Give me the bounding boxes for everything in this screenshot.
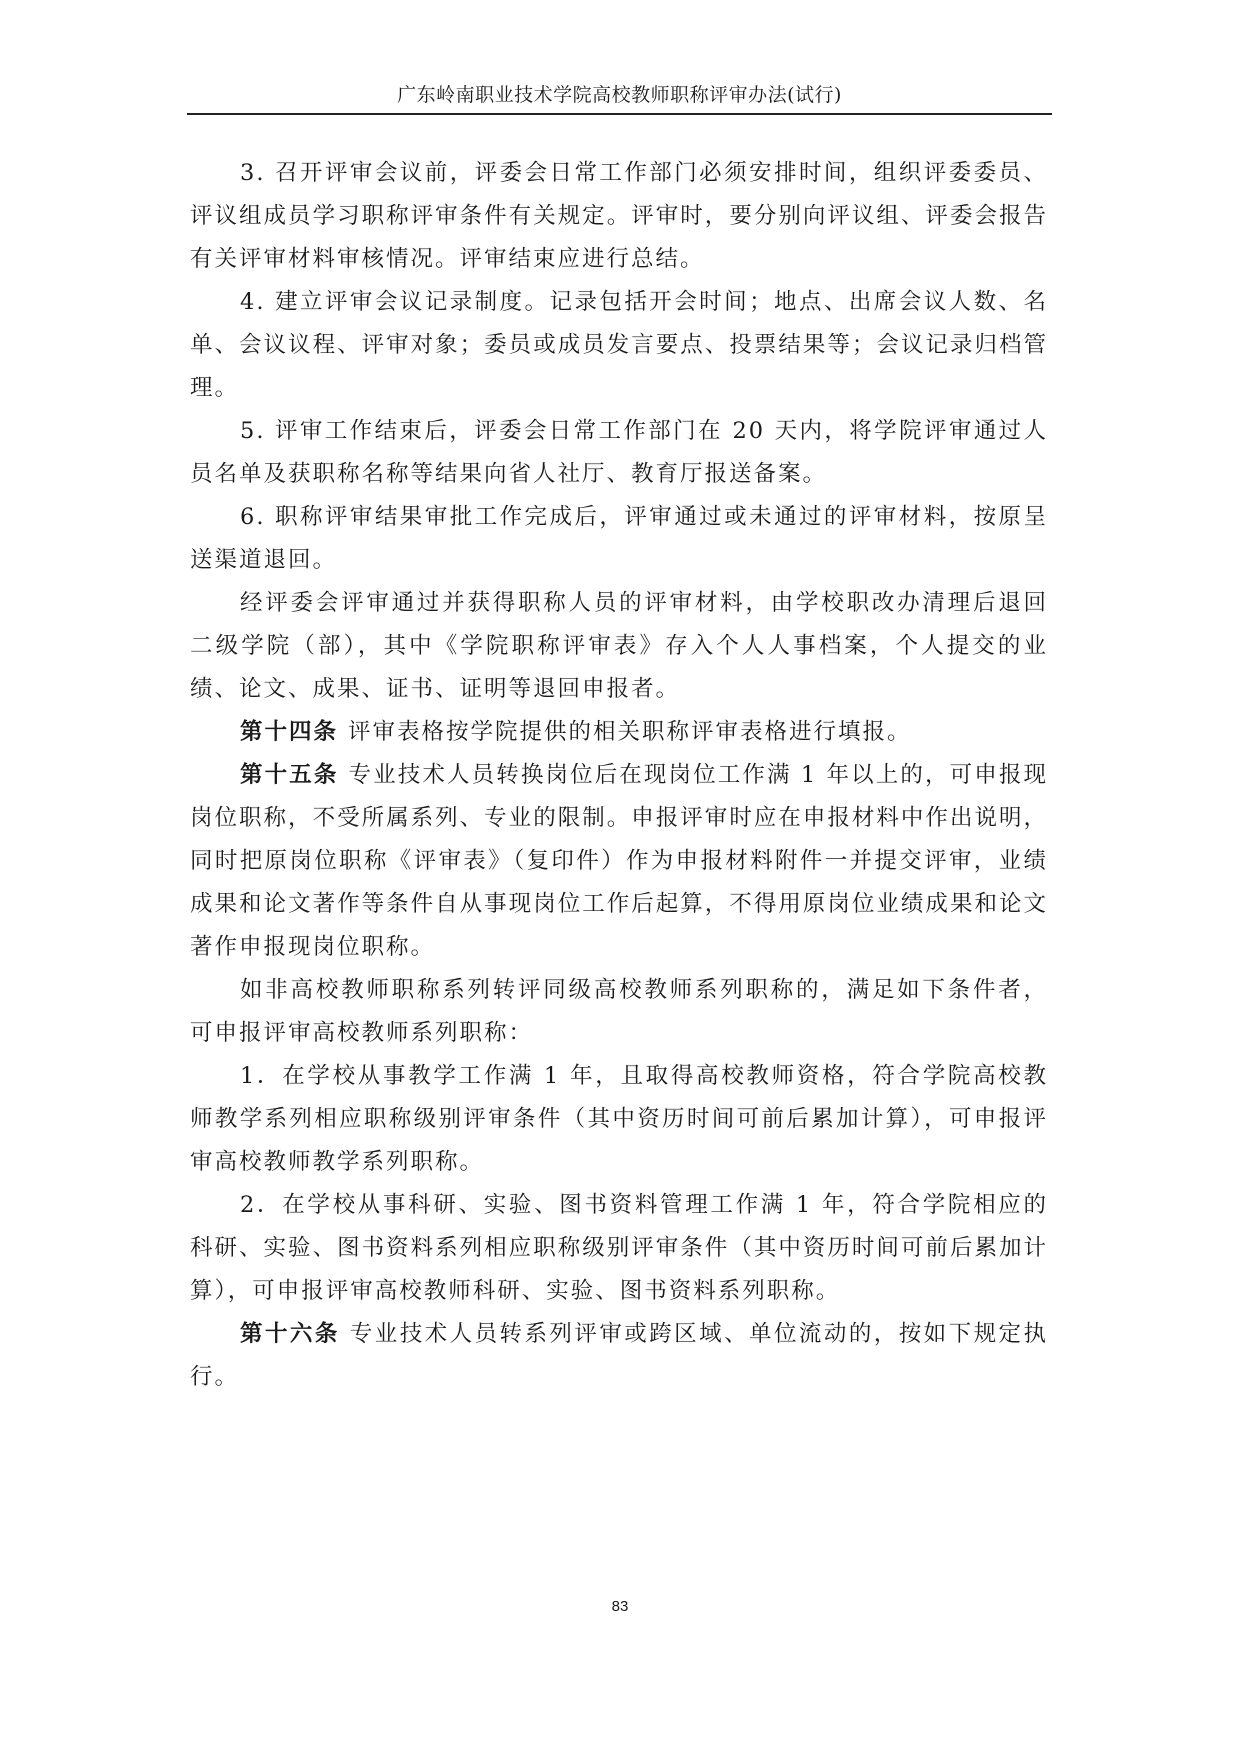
article-14 <box>190 711 1048 754</box>
header-rule <box>187 113 1052 115</box>
article-16-text: 专业技术人员转系列评审或跨区域、单位流动的，按如下规定执行。 <box>190 1321 1048 1390</box>
paragraph-item-6: 6. 职称评审结果审批工作完成后，评审通过或未通过的评审材料，按原呈送渠道退回。 <box>190 504 1048 573</box>
paragraph-item-3: 3. 召开评审会议前，评委会日常工作部门必须安排时间，组织评委委员、评议组成员学习职称评审条件有关规定。评审时，要分别向评议组、评委会报告有关评审材料审核情况。评审结束应进行总结。 <box>190 160 1048 272</box>
article-15 <box>190 754 1048 969</box>
article-16 <box>190 1313 1048 1399</box>
article-16-heading: 第十六条 <box>240 1321 340 1347</box>
paragraph-item-5: 5. 评审工作结束后，评委会日常工作部门在 20 天内，将学院评审通过人员名单及获职称名称等结果向省人社厅、教育厅报送备案。 <box>190 418 1048 487</box>
article-15-heading: 第十五条 <box>240 762 339 788</box>
paragraph-item-4: 4. 建立评审会议记录制度。记录包括开会时间；地点、出席会议人数、名单、会议议程、评审对象；委员或成员发言要点、投票结果等；会议记录归档管理。 <box>190 289 1048 401</box>
body-text <box>190 152 1048 1399</box>
article-14-text: 评审表格按学院提供的相关职称评审表格进行填报。 <box>348 719 912 745</box>
article-14-heading: 第十四条 <box>240 719 339 745</box>
article-15-text: 专业技术人员转换岗位后在现岗位工作满 1 年以上的，可申报现岗位职称，不受所属系列、专业的限制。申报评审时应在申报材料中作出说明，同时把原岗位职称《评审表》（复印件）作为申报材料附件一并提交评审，业绩成果和论文著作等条件自从事现岗位工作后起算，不得用原岗位业绩成果和论文著作申报现岗位职称。 <box>190 762 1048 960</box>
paragraph-transfer-series: 如非高校教师职称系列转评同级高校教师系列职称的，满足如下条件者，可申报评审高校教师系列职称： <box>190 977 1048 1046</box>
paragraph-condition-2: 2．在学校从事科研、实验、图书资料管理工作满 1 年，符合学院相应的科研、实验、图书资料系列相应职称级别评审条件（其中资历时间可前后累加计算），可申报评审高校教师科研、实验、图书资料系列职称。 <box>190 1192 1048 1304</box>
paragraph-condition-1: 1．在学校从事教学工作满 1 年，且取得高校教师资格，符合学院高校教师教学系列相应职称级别评审条件（其中资历时间可前后累加计算），可申报评审高校教师教学系列职称。 <box>190 1063 1048 1175</box>
running-header: 广东岭南职业技术学院高校教师职称评审办法(试行) <box>397 84 842 106</box>
paragraph-review-materials: 经评委会评审通过并获得职称人员的评审材料，由学校职改办清理后退回二级学院（部），其中《学院职称评审表》存入个人人事档案，个人提交的业绩、论文、成果、证书、证明等退回申报者。 <box>190 590 1048 702</box>
page-number: 83 <box>611 1598 629 1615</box>
